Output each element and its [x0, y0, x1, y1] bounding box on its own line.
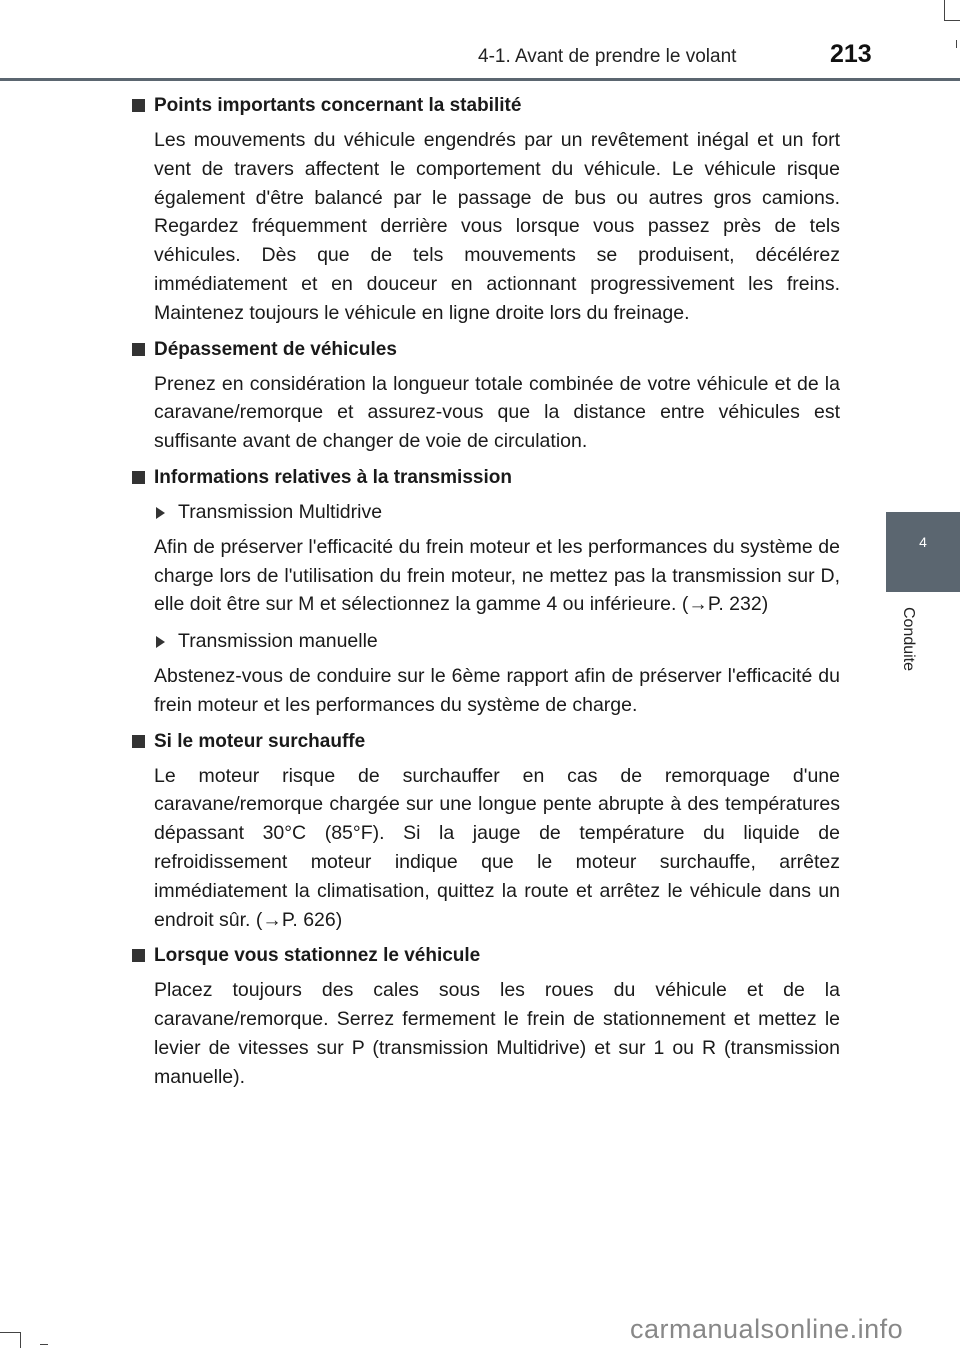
section-paragraph: Prenez en considération la longueur totale combinée de votre véhicule et de la caravane/remorque et assurez-vous que la distance entre véhicules est suffisante avant de changer de voie de circulation.	[154, 372, 840, 453]
section-heading-text: Lorsque vous stationnez le véhicule	[154, 945, 481, 967]
section-heading-text: Dépassement de véhicules	[154, 338, 397, 360]
triangle-bullet-icon	[156, 636, 165, 648]
section-paragraph: Placez toujours des cales sous les roues du véhicule et de la caravane/remorque. Serrez fermement le frein de stationnement et mettez le levier de vitesses sur P (transmission Multidrive) et sur 1 ou R (transmission manuelle).	[154, 979, 840, 1088]
square-bullet-icon	[132, 735, 145, 748]
chapter-tab-label-text: Conduite	[900, 606, 917, 672]
section-paragraph: Afin de préserver l'efficacité du frein moteur et les performances du système de charge lors de l'utilisation du frein moteur, ne mettez pas la transmission sur D, elle doit être sur M et sélectionnez la gamme 4 ou inférieure. (→P. 232)	[154, 535, 840, 616]
section-heading	[128, 92, 840, 120]
crop-mark	[20, 1332, 21, 1348]
crop-mark	[0, 1332, 20, 1333]
square-bullet-icon	[132, 343, 145, 356]
crop-mark	[40, 1344, 48, 1345]
section-heading	[128, 728, 840, 756]
square-bullet-icon	[132, 949, 145, 962]
section-heading-text: Si le moteur surchauffe	[154, 730, 366, 752]
sub-item-label: Transmission manuelle	[178, 630, 378, 653]
section-heading	[128, 336, 840, 364]
section-heading	[128, 942, 840, 970]
section-heading	[128, 464, 840, 492]
sub-item	[128, 627, 840, 656]
sub-item	[128, 498, 840, 527]
section-heading-text: Points importants concernant la stabilité	[154, 95, 522, 116]
site-watermark: carmanualsonline.info	[630, 1314, 904, 1344]
page-content	[128, 92, 840, 1100]
section-heading-text: Informations relatives à la transmission	[154, 466, 512, 488]
chapter-tab-number: 4	[919, 534, 927, 550]
page-header	[0, 0, 960, 80]
section-paragraph: Abstenez-vous de conduire sur le 6ème rapport afin de préserver l'efficacité du frein moteur et les performances du système de charge.	[154, 664, 840, 716]
sub-item-label: Transmission Multidrive	[178, 500, 383, 523]
chapter-title: 4-1. Avant de prendre le volant	[478, 46, 737, 67]
section-paragraph: Le moteur risque de surchauffer en cas de remorquage d'une caravane/remorque chargée sur une longue pente abrupte à des températures dépassant 30°C (85°F). Si la jauge de température du liquide de refroidissement moteur indique que le moteur surchauffe, arrêtez immédiatement la climatisation, quittez la route et arrêtez le véhicule dans un endroit sûr. (→P. 626)	[154, 764, 840, 931]
chapter-tab	[886, 512, 960, 592]
section-paragraph: Les mouvements du véhicule engendrés par un revêtement inégal et un fort vent de travers affectent le comportement du véhicule. Le véhicule risque également d'être balancé par le passage de bus ou autres gros camions. Regardez fréquemment derrière vous lorsque vous passez près de tels véhicules. Dès que de tels mouvements se produisent, décélérez immédiatement et en douceur en actionnant progressivement les freins. Maintenez toujours le véhicule en ligne droite lors du freinage.	[154, 129, 840, 324]
page-number: 213	[830, 40, 872, 68]
header-rule	[0, 78, 960, 81]
square-bullet-icon	[132, 99, 145, 112]
chapter-tab-label	[888, 604, 928, 674]
triangle-bullet-icon	[156, 507, 165, 519]
square-bullet-icon	[132, 471, 145, 484]
